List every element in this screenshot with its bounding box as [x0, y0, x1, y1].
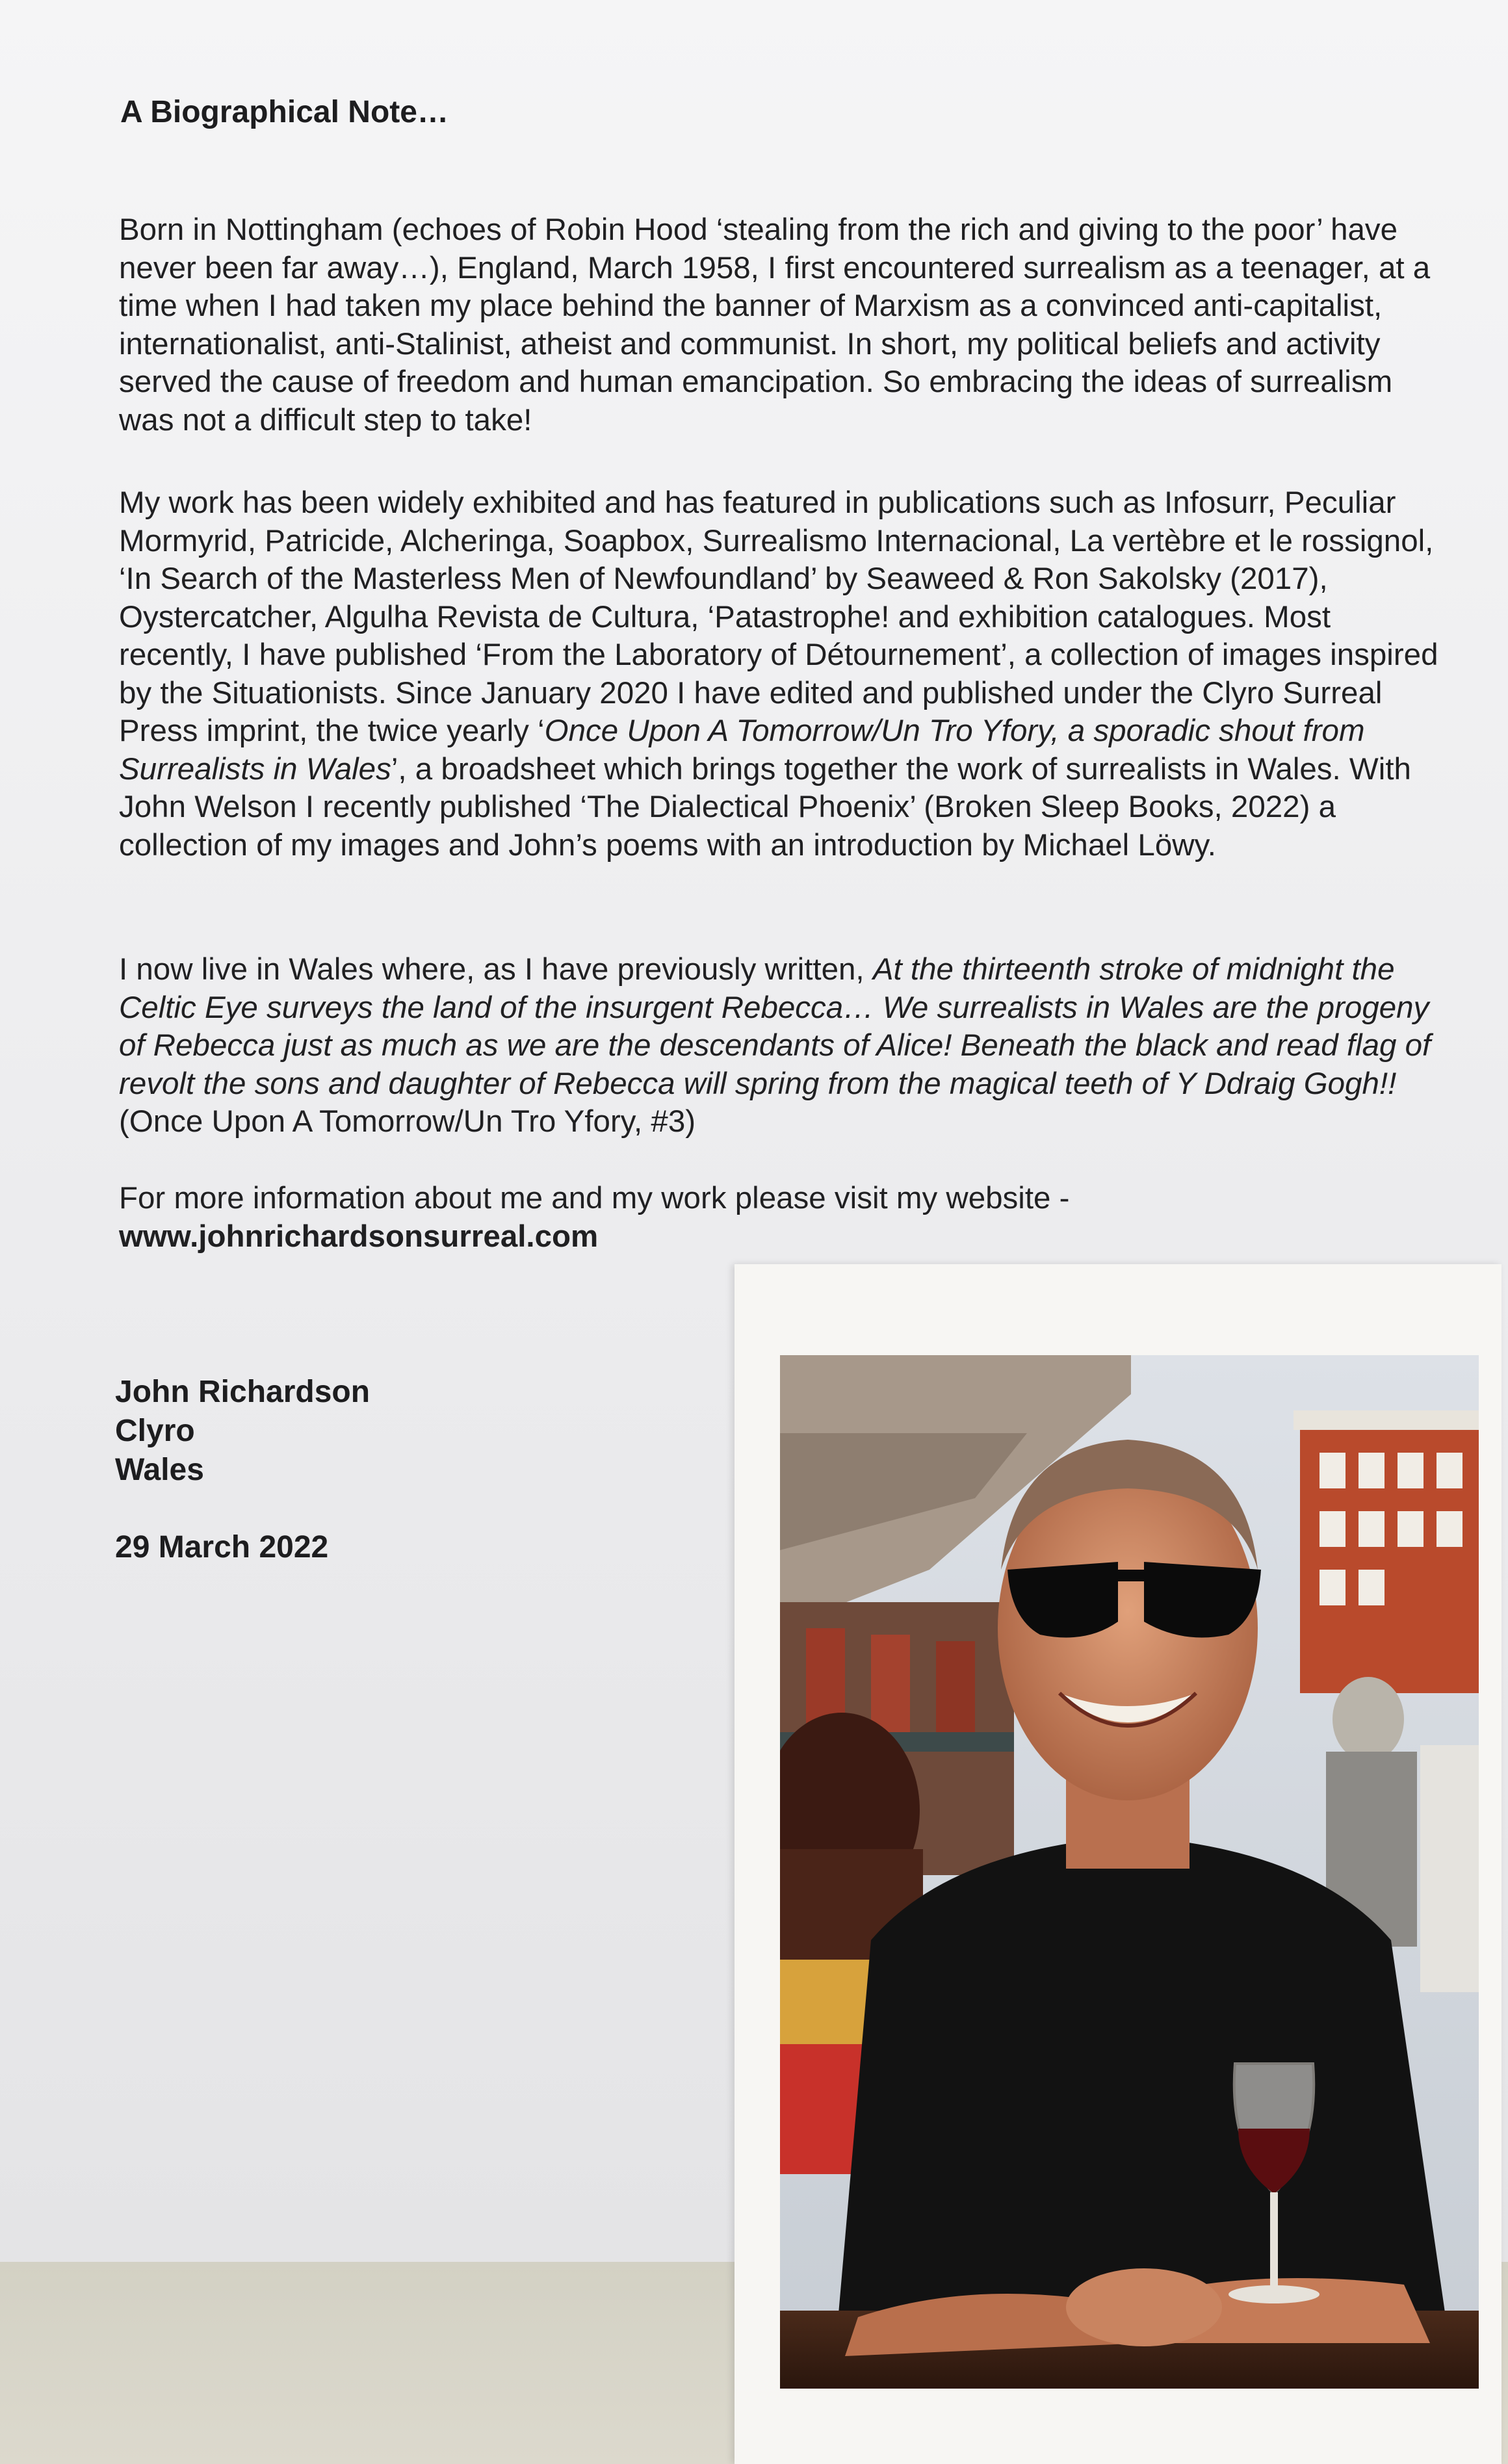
page-title: A Biographical Note…: [120, 95, 448, 129]
portrait-illustration: [780, 1355, 1479, 2389]
quotation: At the thirteenth stroke of midnight the Celtic Eye surveys the land of the insurgent Rebecca… We surrealists in Wales are the progeny of Rebecca just as much as we are the descendants of Alice! Beneath the black and read flag of revolt the sons and daughter of Rebecca will spring from the magical teeth of Y Ddraig Gogh!!: [119, 952, 1431, 1101]
quotation-source: (Once Upon A Tomorrow/Un Tro Yfory, #3): [119, 1104, 696, 1139]
paragraph-work-text-b: ’, a broadsheet which brings together the work of surrealists in Wales. With John Welson I recently published ‘The Dialectical Phoenix’ (Broken Sleep Books, 2022) a collection of my images and John’s poems with an introduction by Michael Löwy.: [119, 751, 1411, 862]
paragraph-wales-text-a: I now live in Wales where, as I have previously written,: [119, 952, 873, 987]
author-place: Clyro: [115, 1414, 195, 1448]
broadsheet-title: Once Upon A Tomorrow/Un Tro Yfory, a sporadic shout from Surrealists in Wales: [119, 714, 1365, 786]
paragraph-website: [119, 1180, 1438, 1256]
photo-card: [734, 1264, 1502, 2464]
website-intro: For more information about me and my work please visit my website -: [119, 1181, 1070, 1215]
author-name: John Richardson: [115, 1375, 370, 1409]
paragraph-wales: [119, 951, 1438, 1141]
paragraph-work-text-a: My work has been widely exhibited and has featured in publications such as Infosurr, Peculiar Mormyrid, Patricide, Alcheringa, Soapbox, Surrealismo Internacional, La vertèbre et le rossignol, ‘In Search of the Masterless Men of Newfoundland’ by Seaweed & Ron Sakolsky (2017), Oystercatcher, Algulha Revista de Cultura, ‘Patastrophe! and exhibition catalogues. Most recently, I have published ‘From the Laboratory of Détournement’, a collection of images inspired by the Situationists. Since January 2020 I have edited and published under the Clyro Surreal Press imprint, the twice yearly ‘: [119, 486, 1438, 748]
document-date: 29 March 2022: [115, 1530, 329, 1564]
author-portrait-photo: [780, 1355, 1479, 2389]
paragraph-birth: Born in Nottingham (echoes of Robin Hood ‘stealing from the rich and giving to the poor’ have never been far away…), England, March 1958, I first encountered surrealism as a teenager, at a time when I had taken my place behind the banner of Marxism as a convinced anti-capitalist, internationalist, anti-Stalinist, atheist and communist. In short, my political beliefs and activity served the cause of freedom and human emancipation. So embracing the ideas of surrealism was not a difficult step to take!: [119, 213, 1431, 437]
paragraph-work: [119, 484, 1438, 864]
website-link[interactable]: www.johnrichardsonsurreal.com: [119, 1219, 599, 1254]
signature-block: [115, 1373, 370, 1490]
author-country: Wales: [115, 1453, 204, 1487]
